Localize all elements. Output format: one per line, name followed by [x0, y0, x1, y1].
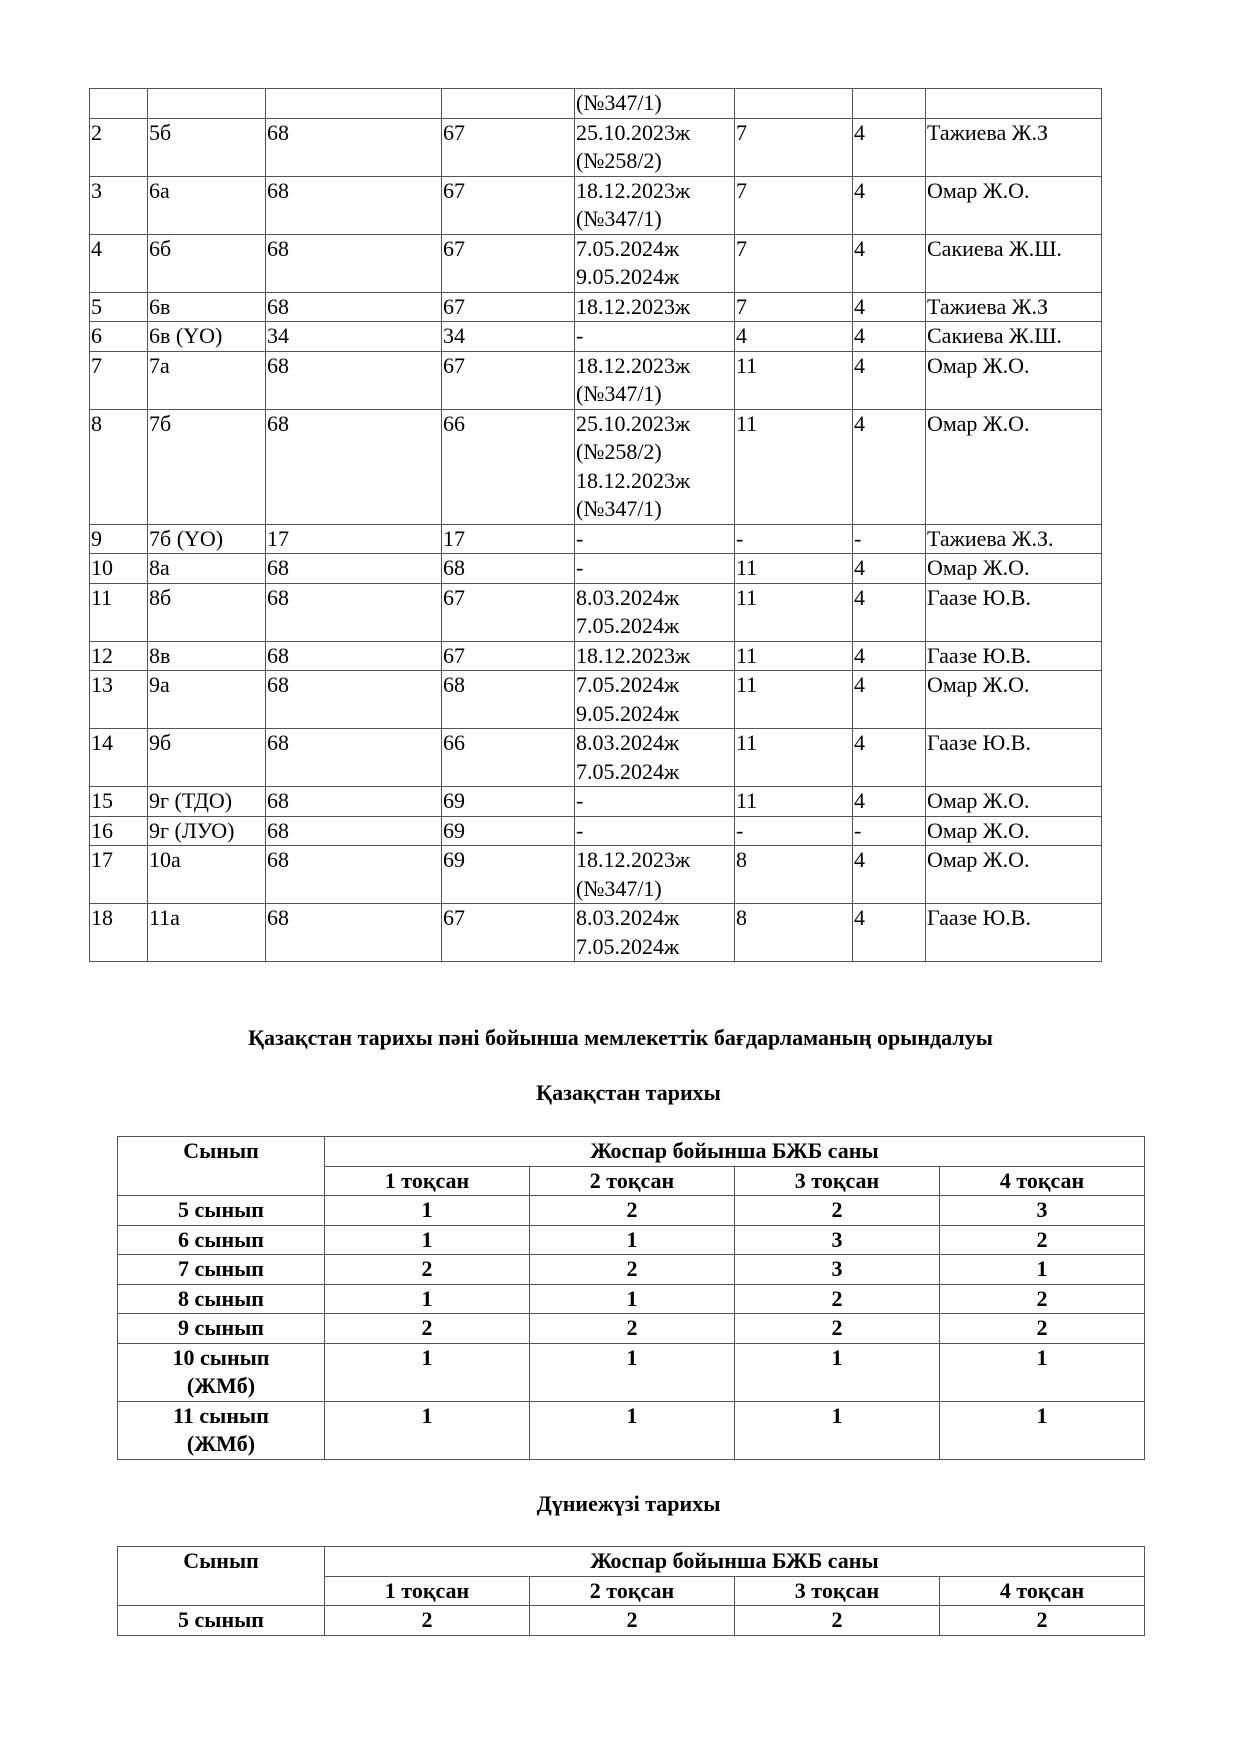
kz-history-body — [118, 1196, 1145, 1460]
count-a-cell: 8 — [735, 904, 853, 962]
world-history-body — [118, 1606, 1145, 1636]
table-row — [90, 904, 1102, 962]
teacher-name-cell: Гаазе Ю.В. — [926, 729, 1102, 787]
planned-hours-cell: 68 — [266, 904, 442, 962]
count-b-cell — [853, 89, 926, 119]
table-row — [118, 1255, 1145, 1285]
quarter-header: 4 тоқсан — [940, 1576, 1145, 1606]
quarter-value-cell: 1 — [325, 1225, 530, 1255]
world-history-table — [117, 1546, 1145, 1636]
count-a-cell: 8 — [735, 846, 853, 904]
quarter-header: 2 тоқсан — [530, 1166, 735, 1196]
quarter-header: 1 тоқсан — [325, 1166, 530, 1196]
dates-cell: (№347/1) — [575, 89, 735, 119]
row-number-cell: 4 — [90, 234, 148, 292]
count-a-cell: 11 — [735, 409, 853, 524]
count-a-cell: 11 — [735, 583, 853, 641]
dates-cell: 18.12.2023ж (№347/1) — [575, 846, 735, 904]
quarter-value-cell: 2 — [325, 1606, 530, 1636]
count-b-cell: 4 — [853, 729, 926, 787]
class-name-cell: 9а — [148, 671, 266, 729]
class-name-cell: 10а — [148, 846, 266, 904]
actual-hours-cell — [442, 89, 575, 119]
table-row — [118, 1196, 1145, 1226]
count-b-cell: 4 — [853, 904, 926, 962]
header-row — [118, 1137, 1145, 1167]
class-cell: 10 сынып (ЖМб) — [118, 1343, 325, 1401]
row-number-cell: 5 — [90, 292, 148, 322]
table-row — [90, 554, 1102, 584]
teacher-name-cell: Омар Ж.О. — [926, 554, 1102, 584]
row-number-cell: 10 — [90, 554, 148, 584]
row-number-cell: 13 — [90, 671, 148, 729]
class-name-cell: 6в (ҮО) — [148, 322, 266, 352]
teacher-name-cell: Омар Ж.О. — [926, 816, 1102, 846]
planned-hours-cell — [266, 89, 442, 119]
world-history-title: Дүниежүзі тарихы — [536, 1491, 721, 1516]
actual-hours-cell: 66 — [442, 409, 575, 524]
quarter-value-cell: 2 — [530, 1255, 735, 1285]
row-number-cell: 18 — [90, 904, 148, 962]
teacher-name-cell: Омар Ж.О. — [926, 176, 1102, 234]
class-header: Сынып — [118, 1137, 325, 1196]
class-cell: 6 сынып — [118, 1225, 325, 1255]
count-a-cell — [735, 89, 853, 119]
count-b-cell: 4 — [853, 409, 926, 524]
quarter-value-cell: 3 — [735, 1225, 940, 1255]
plan-header: Жоспар бойынша БЖБ саны — [325, 1137, 1145, 1167]
quarter-value-cell: 3 — [735, 1255, 940, 1285]
teacher-name-cell: Омар Ж.О. — [926, 351, 1102, 409]
planned-hours-cell: 68 — [266, 846, 442, 904]
class-name-cell: 9г (ЛУО) — [148, 816, 266, 846]
class-header: Сынып — [118, 1547, 325, 1606]
count-a-cell: 11 — [735, 351, 853, 409]
count-b-cell: 4 — [853, 234, 926, 292]
row-number-cell: 11 — [90, 583, 148, 641]
planned-hours-cell: 68 — [266, 176, 442, 234]
planned-hours-cell: 68 — [266, 787, 442, 817]
table-row — [90, 787, 1102, 817]
table-row — [90, 583, 1102, 641]
actual-hours-cell: 69 — [442, 846, 575, 904]
row-number-cell: 6 — [90, 322, 148, 352]
count-a-cell: 11 — [735, 787, 853, 817]
curriculum-table-body — [90, 89, 1102, 962]
teacher-name-cell: Омар Ж.О. — [926, 409, 1102, 524]
class-name-cell: 11а — [148, 904, 266, 962]
count-a-cell: 7 — [735, 234, 853, 292]
quarter-value-cell: 1 — [735, 1401, 940, 1459]
planned-hours-cell: 68 — [266, 671, 442, 729]
teacher-name-cell: Сакиева Ж.Ш. — [926, 322, 1102, 352]
actual-hours-cell: 66 — [442, 729, 575, 787]
section-heading: Қазақстан тарихы пәні бойынша мемлекеттік бағдарламаның орындалуы — [248, 1025, 993, 1050]
actual-hours-cell: 67 — [442, 292, 575, 322]
quarter-value-cell: 2 — [325, 1314, 530, 1344]
quarter-value-cell: 1 — [940, 1401, 1145, 1459]
count-b-cell: - — [853, 524, 926, 554]
actual-hours-cell: 67 — [442, 904, 575, 962]
teacher-name-cell: Омар Ж.О. — [926, 671, 1102, 729]
quarter-value-cell: 1 — [940, 1343, 1145, 1401]
table-row — [118, 1606, 1145, 1636]
row-number-cell: 15 — [90, 787, 148, 817]
quarter-value-cell: 1 — [530, 1401, 735, 1459]
class-name-cell: 8б — [148, 583, 266, 641]
count-a-cell: 11 — [735, 671, 853, 729]
planned-hours-cell: 68 — [266, 554, 442, 584]
table-row — [90, 234, 1102, 292]
count-a-cell: 4 — [735, 322, 853, 352]
class-cell: 11 сынып (ЖМб) — [118, 1401, 325, 1459]
quarter-value-cell: 2 — [325, 1255, 530, 1285]
count-b-cell: 4 — [853, 671, 926, 729]
actual-hours-cell: 67 — [442, 176, 575, 234]
row-number-cell — [90, 89, 148, 119]
kz-history-title: Қазақстан тарихы — [536, 1080, 721, 1105]
planned-hours-cell: 68 — [266, 118, 442, 176]
quarter-header: 3 тоқсан — [735, 1166, 940, 1196]
count-a-cell: - — [735, 816, 853, 846]
quarter-value-cell: 2 — [530, 1314, 735, 1344]
dates-cell: 8.03.2024ж 7.05.2024ж — [575, 583, 735, 641]
quarter-value-cell: 1 — [325, 1343, 530, 1401]
quarter-header: 4 тоқсан — [940, 1166, 1145, 1196]
quarter-value-cell: 2 — [735, 1314, 940, 1344]
teacher-name-cell: Тажиева Ж.З. — [926, 524, 1102, 554]
quarter-value-cell: 1 — [530, 1343, 735, 1401]
class-name-cell: 6в — [148, 292, 266, 322]
row-number-cell: 9 — [90, 524, 148, 554]
count-b-cell: 4 — [853, 787, 926, 817]
table-row — [118, 1225, 1145, 1255]
quarter-header: 3 тоқсан — [735, 1576, 940, 1606]
curriculum-table — [89, 88, 1102, 962]
dates-cell: 7.05.2024ж 9.05.2024ж — [575, 234, 735, 292]
dates-cell: - — [575, 816, 735, 846]
actual-hours-cell: 17 — [442, 524, 575, 554]
quarter-value-cell: 2 — [735, 1284, 940, 1314]
table-row — [118, 1401, 1145, 1459]
dates-cell: 8.03.2024ж 7.05.2024ж — [575, 729, 735, 787]
planned-hours-cell: 68 — [266, 409, 442, 524]
row-number-cell: 17 — [90, 846, 148, 904]
table-row — [90, 118, 1102, 176]
count-a-cell: 7 — [735, 292, 853, 322]
actual-hours-cell: 67 — [442, 234, 575, 292]
row-number-cell: 16 — [90, 816, 148, 846]
class-cell: 5 сынып — [118, 1196, 325, 1226]
class-name-cell: 8в — [148, 641, 266, 671]
planned-hours-cell: 17 — [266, 524, 442, 554]
table-row — [90, 846, 1102, 904]
count-a-cell: 7 — [735, 176, 853, 234]
quarter-value-cell: 1 — [735, 1343, 940, 1401]
table-row — [118, 1284, 1145, 1314]
planned-hours-cell: 68 — [266, 641, 442, 671]
planned-hours-cell: 68 — [266, 583, 442, 641]
row-number-cell: 8 — [90, 409, 148, 524]
dates-cell: 25.10.2023ж (№258/2) 18.12.2023ж (№347/1) — [575, 409, 735, 524]
dates-cell: 18.12.2023ж (№347/1) — [575, 176, 735, 234]
count-a-cell: 11 — [735, 729, 853, 787]
dates-cell: 18.12.2023ж (№347/1) — [575, 351, 735, 409]
teacher-name-cell: Омар Ж.О. — [926, 787, 1102, 817]
dates-cell: - — [575, 554, 735, 584]
table-row — [90, 322, 1102, 352]
teacher-name-cell: Сакиева Ж.Ш. — [926, 234, 1102, 292]
quarter-value-cell: 2 — [735, 1606, 940, 1636]
count-b-cell: 4 — [853, 554, 926, 584]
class-cell: 8 сынып — [118, 1284, 325, 1314]
class-cell: 5 сынып — [118, 1606, 325, 1636]
quarter-value-cell: 2 — [940, 1225, 1145, 1255]
count-b-cell: 4 — [853, 583, 926, 641]
planned-hours-cell: 34 — [266, 322, 442, 352]
class-name-cell — [148, 89, 266, 119]
quarter-value-cell: 2 — [530, 1606, 735, 1636]
actual-hours-cell: 34 — [442, 322, 575, 352]
class-cell: 7 сынып — [118, 1255, 325, 1285]
count-b-cell: 4 — [853, 846, 926, 904]
count-a-cell: 11 — [735, 641, 853, 671]
count-b-cell: 4 — [853, 118, 926, 176]
table-row — [90, 816, 1102, 846]
dates-cell: 18.12.2023ж — [575, 641, 735, 671]
count-a-cell: 11 — [735, 554, 853, 584]
quarter-value-cell: 2 — [940, 1284, 1145, 1314]
planned-hours-cell: 68 — [266, 816, 442, 846]
plan-header: Жоспар бойынша БЖБ саны — [325, 1547, 1145, 1577]
table-row — [90, 89, 1102, 119]
quarter-value-cell: 2 — [735, 1196, 940, 1226]
class-name-cell: 8а — [148, 554, 266, 584]
count-a-cell: 7 — [735, 118, 853, 176]
class-name-cell: 9г (ТДО) — [148, 787, 266, 817]
planned-hours-cell: 68 — [266, 729, 442, 787]
count-a-cell: - — [735, 524, 853, 554]
class-name-cell: 7а — [148, 351, 266, 409]
dates-cell: 7.05.2024ж 9.05.2024ж — [575, 671, 735, 729]
quarter-value-cell: 1 — [940, 1255, 1145, 1285]
quarter-value-cell: 1 — [325, 1401, 530, 1459]
quarter-value-cell: 2 — [940, 1606, 1145, 1636]
row-number-cell: 12 — [90, 641, 148, 671]
actual-hours-cell: 67 — [442, 118, 575, 176]
quarter-value-cell: 1 — [530, 1284, 735, 1314]
class-name-cell: 9б — [148, 729, 266, 787]
count-b-cell: 4 — [853, 176, 926, 234]
teacher-name-cell: Гаазе Ю.В. — [926, 904, 1102, 962]
class-name-cell: 7б (ҮО) — [148, 524, 266, 554]
teacher-name-cell: Гаазе Ю.В. — [926, 641, 1102, 671]
class-cell: 9 сынып — [118, 1314, 325, 1344]
quarter-value-cell: 3 — [940, 1196, 1145, 1226]
table-row — [90, 409, 1102, 524]
count-b-cell: 4 — [853, 292, 926, 322]
teacher-name-cell — [926, 89, 1102, 119]
class-name-cell: 6а — [148, 176, 266, 234]
dates-cell: 8.03.2024ж 7.05.2024ж — [575, 904, 735, 962]
actual-hours-cell: 68 — [442, 554, 575, 584]
class-name-cell: 5б — [148, 118, 266, 176]
row-number-cell: 3 — [90, 176, 148, 234]
kz-history-table — [117, 1136, 1145, 1460]
dates-cell: 18.12.2023ж — [575, 292, 735, 322]
teacher-name-cell: Тажиева Ж.З — [926, 292, 1102, 322]
quarter-header: 1 тоқсан — [325, 1576, 530, 1606]
teacher-name-cell: Омар Ж.О. — [926, 846, 1102, 904]
dates-cell: - — [575, 524, 735, 554]
row-number-cell: 7 — [90, 351, 148, 409]
dates-cell: 25.10.2023ж (№258/2) — [575, 118, 735, 176]
dates-cell: - — [575, 787, 735, 817]
class-name-cell: 7б — [148, 409, 266, 524]
teacher-name-cell: Тажиева Ж.З — [926, 118, 1102, 176]
planned-hours-cell: 68 — [266, 292, 442, 322]
actual-hours-cell: 67 — [442, 641, 575, 671]
count-b-cell: - — [853, 816, 926, 846]
actual-hours-cell: 69 — [442, 787, 575, 817]
planned-hours-cell: 68 — [266, 234, 442, 292]
row-number-cell: 14 — [90, 729, 148, 787]
table-row — [90, 351, 1102, 409]
table-row — [90, 176, 1102, 234]
table-row — [90, 292, 1102, 322]
actual-hours-cell: 69 — [442, 816, 575, 846]
table-row — [90, 524, 1102, 554]
quarter-header: 2 тоқсан — [530, 1576, 735, 1606]
actual-hours-cell: 67 — [442, 583, 575, 641]
class-name-cell: 6б — [148, 234, 266, 292]
table-row — [90, 671, 1102, 729]
count-b-cell: 4 — [853, 641, 926, 671]
table-row — [118, 1314, 1145, 1344]
count-b-cell: 4 — [853, 322, 926, 352]
teacher-name-cell: Гаазе Ю.В. — [926, 583, 1102, 641]
header-row — [118, 1547, 1145, 1577]
quarter-value-cell: 2 — [940, 1314, 1145, 1344]
row-number-cell: 2 — [90, 118, 148, 176]
actual-hours-cell: 68 — [442, 671, 575, 729]
table-row — [118, 1343, 1145, 1401]
quarter-value-cell: 1 — [325, 1284, 530, 1314]
quarter-value-cell: 1 — [325, 1196, 530, 1226]
table-row — [90, 729, 1102, 787]
planned-hours-cell: 68 — [266, 351, 442, 409]
quarter-value-cell: 2 — [530, 1196, 735, 1226]
table-row — [90, 641, 1102, 671]
quarter-value-cell: 1 — [530, 1225, 735, 1255]
actual-hours-cell: 67 — [442, 351, 575, 409]
count-b-cell: 4 — [853, 351, 926, 409]
dates-cell: - — [575, 322, 735, 352]
